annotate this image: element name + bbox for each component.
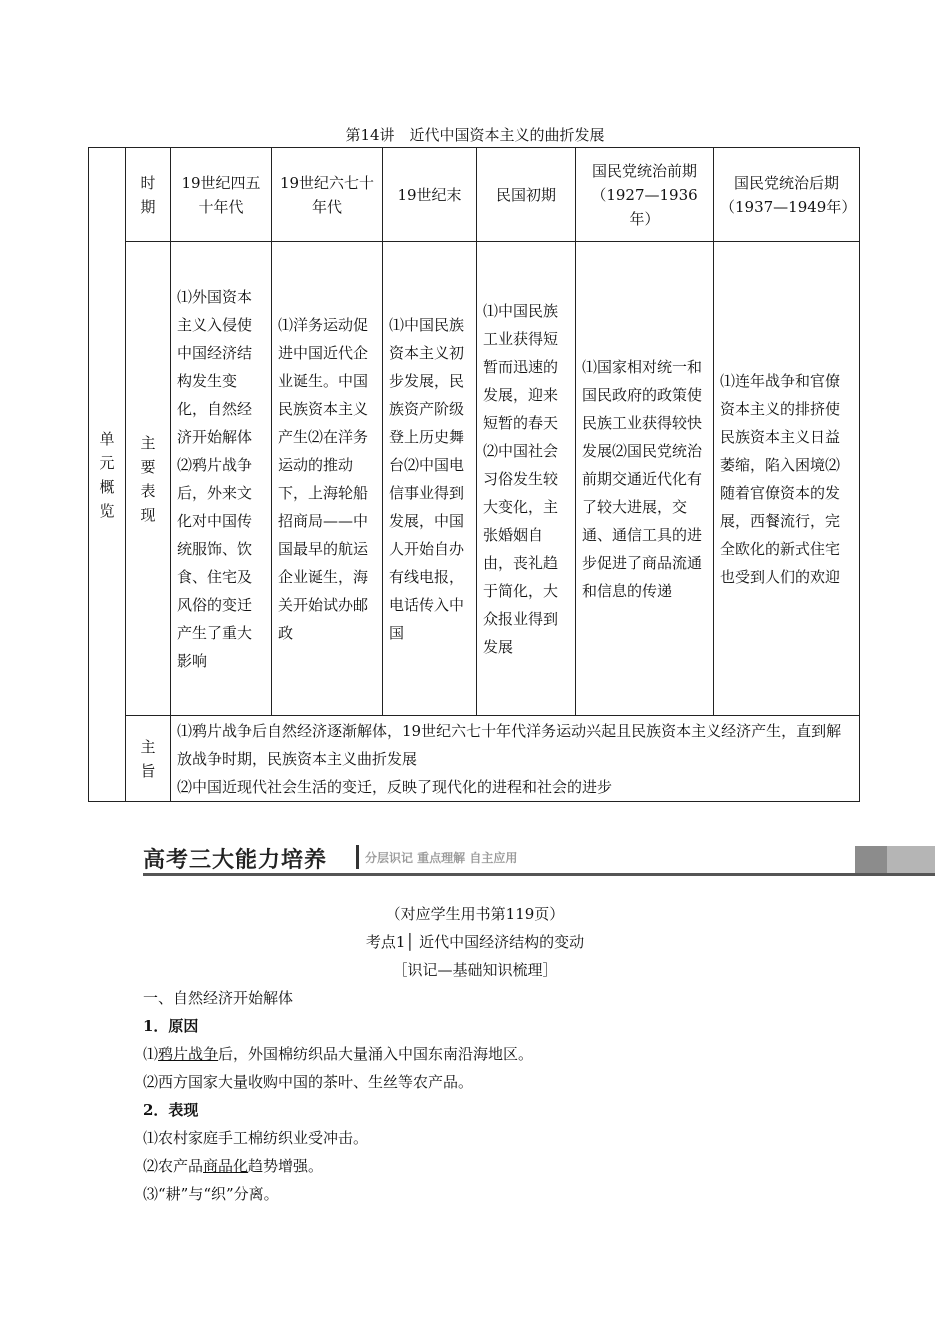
section-label-cell xyxy=(89,148,126,802)
manifestation-item: ⑴农村家庭手工棉纺织业受冲击。 xyxy=(143,1129,369,1147)
overview-table xyxy=(88,147,860,802)
underlined-term: 鸦片战争 xyxy=(158,1045,219,1063)
period-header: 国民党统治前期（1927—1936年） xyxy=(576,148,714,242)
manifestation-item xyxy=(143,1155,323,1176)
subsection-heading: 1．原因 xyxy=(143,1017,199,1035)
theme-label: 主 旨 xyxy=(140,737,156,780)
banner-separator xyxy=(356,845,359,869)
manifestation-cell: ⑴中国民族工业获得短暂而迅速的发展，迎来短暂的春天⑵中国社会习俗发生较大变化，主张婚姻自由，丧礼趋于简化，大众报业得到发展 xyxy=(477,242,576,716)
banner-decor-dark xyxy=(855,846,887,873)
banner-title: 高考三大能力培养 xyxy=(143,848,328,873)
subtopic-heading: ［识记—基础知识梳理］ xyxy=(392,961,558,979)
theme-line: ⑵中国近现代社会生活的变迁，反映了现代化的进程和社会的进步 xyxy=(177,777,613,796)
period-header: 19世纪六七十年代 xyxy=(272,148,383,242)
subsection-heading: 2．表现 xyxy=(143,1101,199,1119)
period-header: 民国初期 xyxy=(477,148,576,242)
manifest-label-cell xyxy=(126,242,171,716)
section-banner xyxy=(143,843,935,877)
underlined-term: 商品化 xyxy=(203,1157,249,1175)
period-label-cell xyxy=(126,148,171,242)
theme-label-cell xyxy=(126,716,171,802)
cause-item xyxy=(143,1043,533,1064)
period-header: 19世纪四五十年代 xyxy=(171,148,272,242)
banner-subtitle: 分层识记 重点理解 自主应用 xyxy=(365,851,518,865)
period-label: 时 期 xyxy=(140,173,156,216)
manifestation-item: ⑶“耕”与“织”分离。 xyxy=(143,1185,279,1203)
book-reference: （对应学生用书第119页） xyxy=(385,905,565,923)
manifest-label: 主 要 表 现 xyxy=(140,433,156,524)
section-heading: 一、自然经济开始解体 xyxy=(143,989,294,1007)
item-prefix: ⑵农产品 xyxy=(143,1157,204,1175)
theme-line: ⑴鸦片战争后自然经济逐渐解体，19世纪六七十年代洋务运动兴起且民族资本主义经济产生，直到解放战争时期，民族资本主义曲折发展 xyxy=(177,721,842,768)
manifestation-cell: ⑴连年战争和官僚资本主义的排挤使民族资本主义日益萎缩，陷入困境⑵随着官僚资本的发展，西餐流行，完全欧化的新式住宅也受到人们的欢迎 xyxy=(714,242,860,716)
manifestation-cell: ⑴洋务运动促进中国近代企业诞生。中国民族资本主义产生⑵在洋务运动的推动下，上海轮船招商局——中国最早的航运企业诞生，海关开始试办邮政 xyxy=(272,242,383,716)
banner-decor-light xyxy=(887,846,935,873)
item-text: 趋势增强。 xyxy=(248,1157,324,1175)
manifestation-cell: ⑴中国民族资本主义初步发展，民族资产阶级登上历史舞台⑵中国电信事业得到发展，中国人开始自办有线电报，电话传入中国 xyxy=(383,242,477,716)
theme-cell xyxy=(171,716,860,802)
banner-rule xyxy=(143,873,935,876)
section-label: 单 元 概 览 xyxy=(99,429,115,520)
period-header: 国民党统治后期（1937—1949年） xyxy=(714,148,860,242)
manifestation-cell: ⑴外国资本主义入侵使中国经济结构发生变化，自然经济开始解体⑵鸦片战争后，外来文化对中国传统服饰、饮食、住宅及风俗的变迁产生了重大影响 xyxy=(171,242,272,716)
cause-prefix: ⑴ xyxy=(143,1045,159,1063)
topic-heading: 考点1│ 近代中国经济结构的变动 xyxy=(365,933,585,951)
cause-text: 后，外国棉纺织品大量涌入中国东南沿海地区。 xyxy=(218,1045,534,1063)
manifestation-cell: ⑴国家相对统一和国民政府的政策使民族工业获得较快发展⑵国民党统治前期交通近代化有了较大进展，交通、通信工具的进步促进了商品流通和信息的传递 xyxy=(576,242,714,716)
page-title: 第14讲 近代中国资本主义的曲折发展 xyxy=(345,126,605,144)
period-header: 19世纪末 xyxy=(383,148,477,242)
cause-item: ⑵西方国家大量收购中国的茶叶、生丝等农产品。 xyxy=(143,1073,474,1091)
